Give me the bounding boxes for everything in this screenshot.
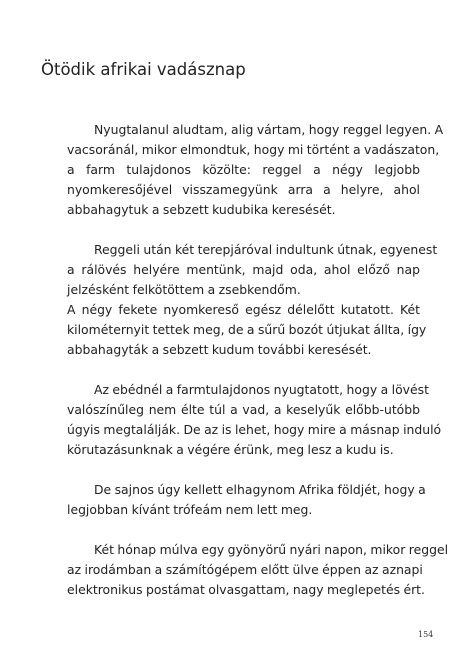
text-line: abbahagyták a sebzett kudum további keresését. [67, 342, 372, 357]
paragraph-5 [40, 540, 449, 600]
text-line: Nyugtalanul aludtam, alig vártam, hogy reggel legyen. A [94, 122, 444, 137]
text-line: abbahagytuk a sebzett kudubika keresését. [67, 202, 336, 217]
text-line: Reggeli után két terepjáróval indultunk útnak, egyenest [94, 242, 438, 257]
text-line: a farm tulajdonos közölte: reggel a négy legjobb [67, 162, 420, 177]
text-line: elektronikus postámat olvasgattam, nagy meglepetés ért. [67, 582, 425, 597]
text-line: az irodámban a számítógépem előtt ülve éppen az aznapi [67, 562, 423, 577]
text-line: jelzésként felkötöttem a zsebkendőm. [67, 282, 301, 297]
text-line: nyomkeresőjével visszamegyünk arra a helyre, ahol [67, 182, 420, 197]
page-title: Ötödik afrikai vadásznap [41, 60, 246, 79]
text-line: valószínűleg nem élte túl a vad, a keselyűk előbb-utóbb [67, 402, 420, 417]
paragraph-3 [40, 380, 442, 460]
paragraph-2 [40, 240, 438, 360]
text-line: A négy fekete nyomkereső egész délelőtt kutatott. Két [67, 302, 420, 317]
text-line: vacsoránál, mikor elmondtuk, hogy mi történt a vadászaton, [67, 142, 440, 157]
text-line: Az ebédnél a farmtulajdonos nyugtatott, hogy a lövést [94, 382, 429, 397]
text-line: a rálövés helyére mentünk, majd oda, ahol előző nap [67, 262, 420, 277]
document-body [40, 120, 449, 620]
page-number: 154 [418, 630, 434, 639]
paragraph-1 [40, 120, 444, 220]
text-line: körutazásunknak a végére érünk, meg lesz a kudu is. [67, 442, 394, 457]
text-line: De sajnos úgy kellett elhagynom Afrika földjét, hogy a [94, 482, 426, 497]
text-line: Két hónap múlva egy gyönyörű nyári napon, mikor reggel [94, 542, 449, 557]
text-line: legjobban kívánt trófeám nem lett meg. [67, 502, 313, 517]
text-line: úgyis megtalálják. De az is lehet, hogy mire a másnap induló [67, 422, 442, 437]
text-line: kilométernyit tettek meg, de a sűrű bozót útjukat állta, így [67, 322, 427, 337]
paragraph-4 [40, 480, 426, 520]
